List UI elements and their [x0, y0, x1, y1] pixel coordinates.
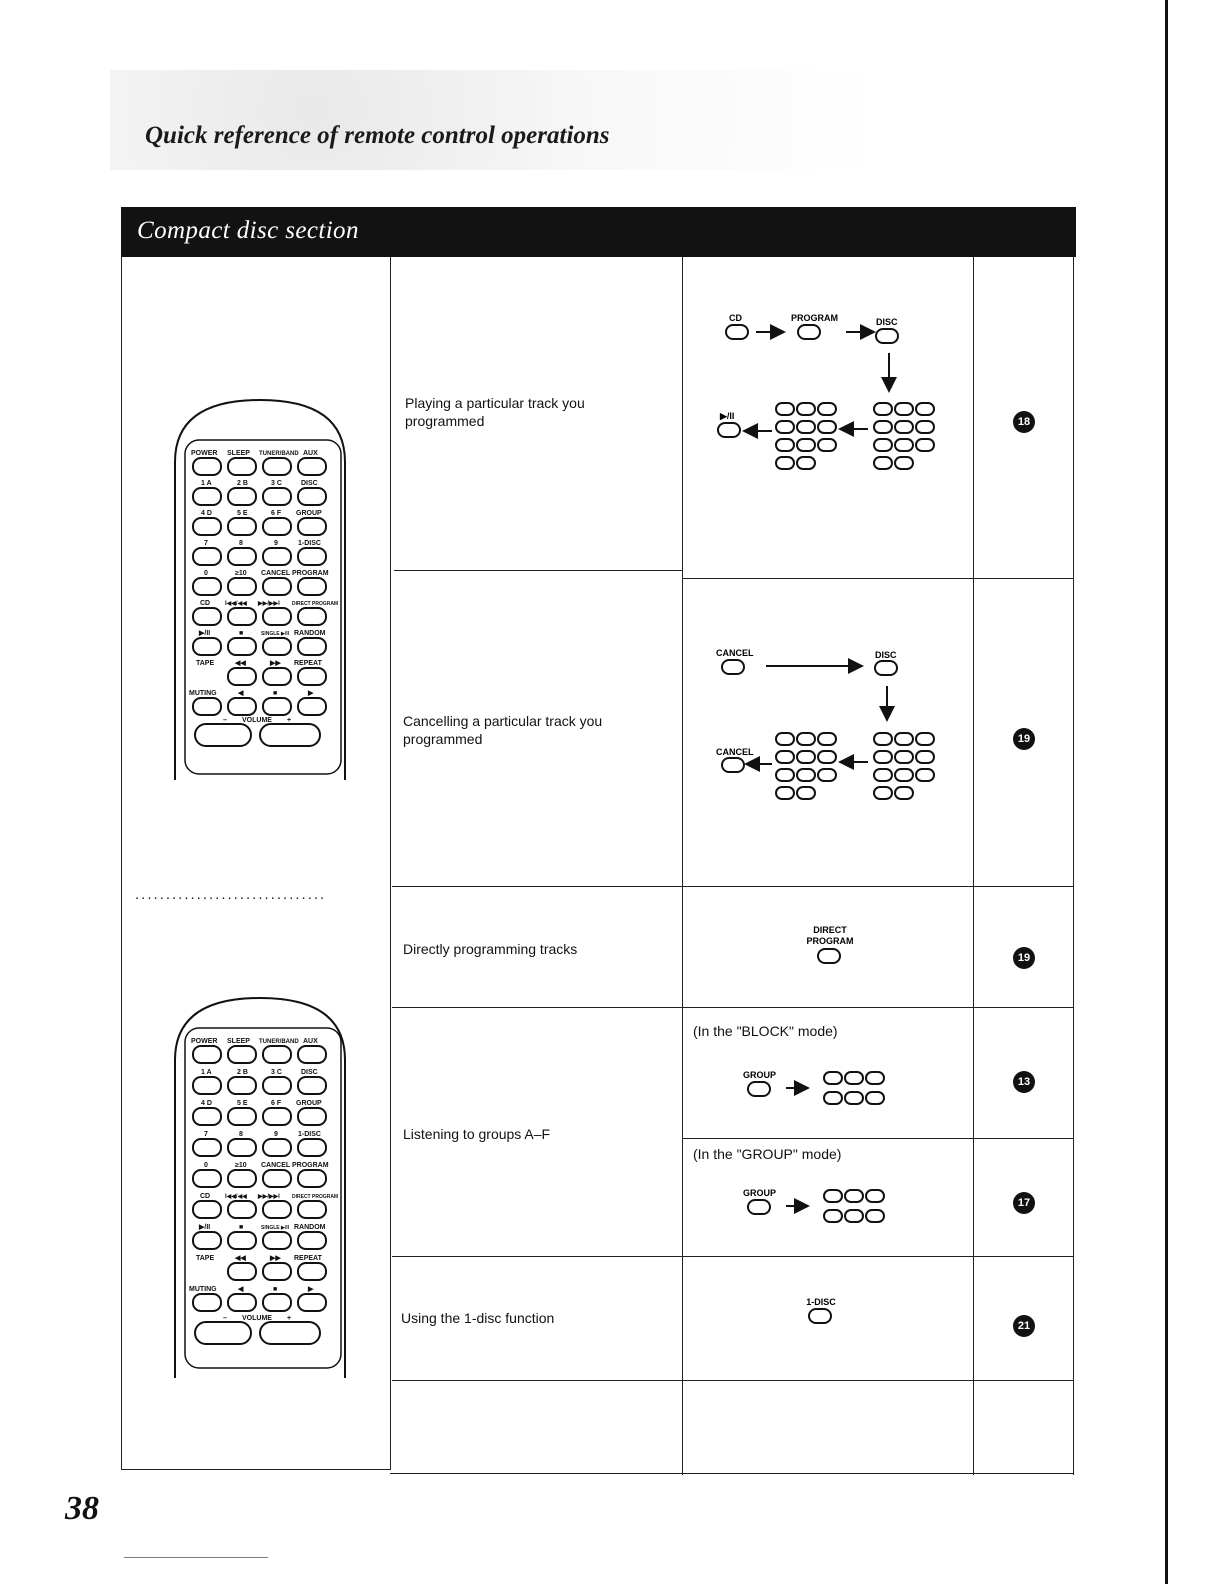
button-label: PROGRAM [806, 936, 854, 946]
remote-label: 1-DISC [298, 1131, 321, 1138]
page-title: Quick reference of remote control operations [145, 122, 610, 149]
remote-label: TAPE [196, 1255, 215, 1262]
remote-label: ◀◀ [235, 1255, 246, 1262]
remote-label: + [287, 717, 292, 724]
table-bottom-border [121, 1469, 390, 1470]
remote-control-illustration [165, 392, 355, 782]
remote-label: ◀◀ [235, 660, 246, 667]
section-header [121, 207, 1076, 257]
row-divider [682, 578, 1073, 579]
remote-label: 8 [239, 540, 243, 547]
remote-label: MUTING [189, 690, 217, 697]
remote-label: ≥10 [235, 1162, 247, 1169]
remote-label: 8 [239, 1131, 243, 1138]
remote-label: 7 [204, 540, 208, 547]
remote-label: 5 E [237, 510, 248, 517]
page-ref-badge: 13 [1013, 1071, 1035, 1093]
table-right-border [1073, 257, 1074, 1475]
remote-label: 1 A [201, 480, 212, 487]
mode-note: (In the "GROUP" mode) [693, 1146, 842, 1162]
page-ref-badge: 18 [1013, 411, 1035, 433]
remote-label: POWER [191, 450, 218, 457]
row-divider [392, 1007, 1073, 1008]
remote-label: TAPE [196, 660, 215, 667]
remote-label: 9 [274, 540, 278, 547]
remote-label: AUX [303, 450, 318, 457]
remote-label: 7 [204, 1131, 208, 1138]
section-title: Compact disc section [137, 217, 359, 244]
remote-label: 3 C [271, 480, 282, 487]
remote-label: 6 F [271, 1100, 282, 1107]
page-edge-rule [1165, 0, 1168, 1584]
header-texture [110, 70, 1120, 170]
button-sequence-diagram [740, 1180, 910, 1230]
remote-label: ▶▶/▶▶I [258, 601, 280, 607]
remote-label: MUTING [189, 1286, 217, 1293]
remote-label: 3 C [271, 1069, 282, 1076]
remote-label: DISC [301, 480, 318, 487]
remote-label: DIRECT PROGRAM [292, 601, 339, 607]
remote-label: 0 [204, 1162, 208, 1169]
remote-label: 5 E [237, 1100, 248, 1107]
remote-label: ▶ [308, 690, 314, 697]
remote-label: PROGRAM [292, 570, 329, 577]
button-label: DISC [875, 650, 897, 660]
remote-label: VOLUME [242, 1315, 272, 1322]
remote-label: ▶▶/▶▶I [258, 1194, 280, 1200]
operation-description: Listening to groups A–F [403, 1126, 551, 1142]
remote-label: 1 A [201, 1069, 212, 1076]
operation-description: Directly programming tracks [403, 941, 578, 957]
row-divider [392, 1256, 1073, 1257]
mode-note: (In the "BLOCK" mode) [693, 1023, 838, 1039]
button-label: ▶/II [720, 411, 735, 421]
remote-label: PROGRAM [292, 1162, 329, 1169]
remote-label: TUNER/BAND [259, 451, 299, 457]
remote-label: SLEEP [227, 1038, 250, 1045]
remote-label: SINGLE ▶/II [261, 631, 290, 637]
operation-description: Using the 1-disc function [401, 1310, 555, 1326]
remote-label: ▶/II [199, 630, 211, 637]
button-sequence-diagram [740, 1062, 910, 1112]
button-label: PROGRAM [791, 313, 838, 323]
button-label: CANCEL [716, 747, 754, 757]
remote-label: REPEAT [294, 1255, 322, 1262]
remote-label: TUNER/BAND [259, 1039, 299, 1045]
remote-label: DIRECT PROGRAM [292, 1194, 339, 1200]
remote-label: ▶ [308, 1286, 314, 1293]
page-ref-badge: 19 [1013, 728, 1035, 750]
operation-description: Playing a particular track you programmed [405, 395, 585, 429]
button-label: 1-DISC [806, 1297, 836, 1307]
remote-label: ▶/II [199, 1224, 211, 1231]
remote-label: AUX [303, 1038, 318, 1045]
page-number: 38 [65, 1490, 99, 1527]
remote-label: ■ [273, 1286, 278, 1293]
remote-label: ■ [273, 690, 278, 697]
button-label: CANCEL [716, 648, 754, 658]
remote-label: RANDOM [294, 1224, 326, 1231]
remote-label: CANCEL [261, 570, 291, 577]
remote-label: CD [200, 1193, 211, 1200]
remote-label: REPEAT [294, 660, 322, 667]
remote-label: 2 B [237, 1069, 248, 1076]
remote-label: 2 B [237, 480, 248, 487]
table-left-border [121, 257, 122, 1470]
remote-label: – [223, 717, 227, 724]
button-sequence-diagram [795, 1292, 855, 1332]
button-label: GROUP [743, 1188, 777, 1198]
dotted-separator: ............................... [135, 886, 327, 903]
button-sequence-diagram [700, 640, 960, 820]
remote-label: 4 D [201, 1100, 212, 1107]
remote-label: DISC [301, 1069, 318, 1076]
remote-label: SLEEP [227, 450, 250, 457]
button-label: DIRECT [813, 925, 847, 935]
remote-label: ■ [239, 630, 244, 637]
button-label: GROUP [743, 1070, 777, 1080]
row-divider [394, 570, 682, 571]
remote-label: 9 [274, 1131, 278, 1138]
page-ref-badge: 21 [1013, 1315, 1035, 1337]
remote-label: 0 [204, 570, 208, 577]
remote-label: POWER [191, 1038, 218, 1045]
remote-label: GROUP [296, 510, 322, 517]
remote-label: 6 F [271, 510, 282, 517]
remote-label: SINGLE ▶/II [261, 1225, 290, 1231]
row-divider [392, 1380, 1073, 1381]
page-ref-badge: 19 [1013, 947, 1035, 969]
remote-label: – [223, 1315, 227, 1322]
remote-label: CD [200, 600, 211, 607]
remote-label: GROUP [296, 1100, 322, 1107]
button-label: DISC [876, 317, 898, 327]
remote-label: ■ [239, 1224, 244, 1231]
remote-label: CANCEL [261, 1162, 291, 1169]
operation-description: Cancelling a particular track you programmed [403, 713, 603, 747]
page-ref-badge: 17 [1013, 1192, 1035, 1214]
row-divider [392, 886, 1073, 887]
button-label: CD [729, 313, 742, 323]
table-col-divider [682, 257, 683, 1475]
remote-control-illustration [165, 990, 355, 1380]
remote-label: VOLUME [242, 717, 272, 724]
footer-rule [124, 1557, 268, 1558]
remote-label: I◀◀/◀◀ [225, 1194, 247, 1200]
button-sequence-diagram [790, 922, 870, 970]
remote-label: ▶▶ [270, 1255, 281, 1262]
remote-label: ◀ [238, 690, 244, 697]
remote-label: ▶▶ [270, 660, 281, 667]
remote-label: RANDOM [294, 630, 326, 637]
remote-label: I◀◀/◀◀ [225, 601, 247, 607]
button-sequence-diagram [700, 305, 960, 495]
table-col-divider [390, 257, 391, 1470]
remote-label: 1-DISC [298, 540, 321, 547]
table-bottom-border [390, 1473, 1073, 1474]
remote-label: + [287, 1315, 292, 1322]
row-divider [682, 1138, 1073, 1139]
remote-label: ◀ [238, 1286, 244, 1293]
remote-label: ≥10 [235, 570, 247, 577]
remote-label: 4 D [201, 510, 212, 517]
table-col-divider [973, 257, 974, 1475]
